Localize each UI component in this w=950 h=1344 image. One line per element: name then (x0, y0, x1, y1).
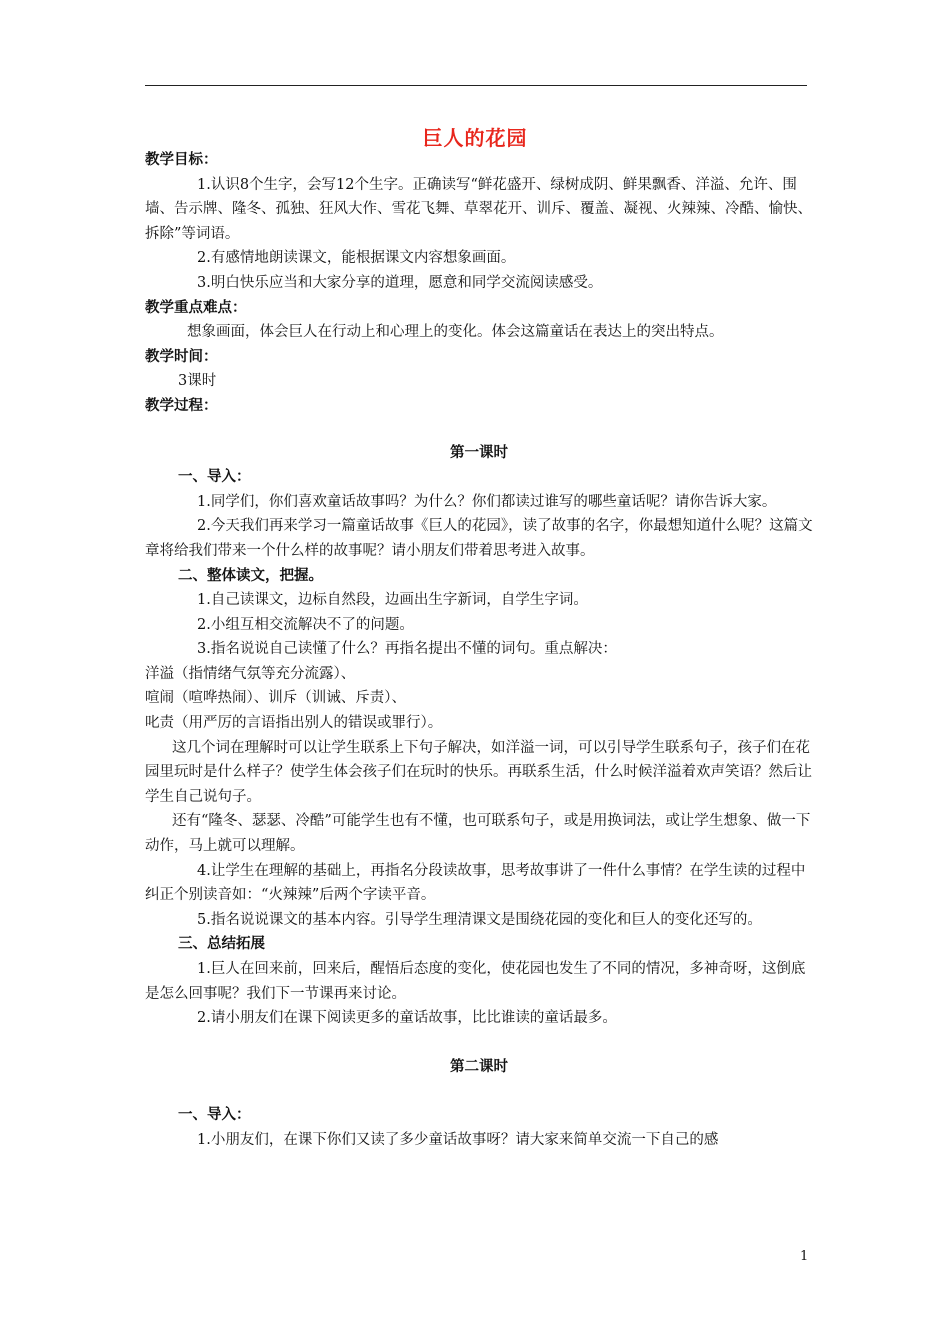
objective-item-3: 3.明白快乐应当和大家分享的道理，愿意和同学交流阅读感受。 (197, 274, 603, 291)
process-heading: 教学过程： (145, 397, 218, 414)
page-title: 巨人的花园 (422, 126, 528, 150)
word-definition: 喧闹（喧哗热闹）、训斥（训诫、斥责）、 (145, 690, 406, 707)
lesson1-summary-item-2: 2.请小朋友们在课下阅读更多的童话故事，比比谁读的童话最多。 (197, 1010, 617, 1027)
lesson2-heading: 第二课时 (450, 1058, 508, 1075)
lesson1-summary-heading: 三、总结拓展 (178, 936, 265, 953)
lesson1-reading-item-3: 3.指名说说自己读懂了什么？再指名提出不懂的词句。重点解决： (197, 641, 617, 658)
lesson1-intro-item-1: 1.同学们，你们喜欢童话故事吗？为什么？你们都读过谁写的哪些童话呢？请你告诉大家。 (197, 493, 777, 510)
lesson1-intro-heading: 一、导入： (178, 469, 251, 486)
lesson1-heading: 第一课时 (450, 444, 508, 461)
lesson1-paragraph-2: 还有“隆冬、瑟瑟、冷酷”可能学生也有不懂，也可联系句子，或是用换词法，或让学生想象、做一下动作，马上就可以理解。 (145, 813, 811, 855)
word-definition: 洋溢（指情绪气氛等充分流露）、 (145, 665, 356, 682)
lesson1-paragraph-1: 这几个词在理解时可以让学生联系上下句子解决，如洋溢一词，可以引导学生联系句子，孩子们在花园里玩时是什么样子？使学生体会孩子们在玩时的快乐。再联系生活，什么时候洋溢着欢声笑语？然后让学生自己说句子。 (145, 739, 812, 805)
lesson1-summary-item-1: 1.巨人在回来前，回来后，醒悟后态度的变化，使花园也发生了不同的情况，多神奇呀，这倒底是怎么回事呢？我们下一节课再来讨论。 (145, 961, 806, 1002)
word-definition: 叱责（用严厉的言语指出别人的错误或罪行）。 (145, 715, 443, 732)
key-points-heading: 教学重点难点： (145, 299, 247, 316)
page-number: 1 (800, 1249, 809, 1264)
lesson1-reading-item-1: 1.自己读课文，边标自然段，边画出生字新词，自学生字词。 (197, 592, 588, 609)
objective-item-2: 2.有感情地朗读课文，能根据课文内容想象画面。 (197, 250, 516, 267)
lesson2-intro-item-1: 1.小朋友们，在课下你们又读了多少童话故事呀？请大家来简单交流一下自己的感 (197, 1131, 719, 1148)
lesson2-intro-heading: 一、导入： (178, 1107, 251, 1124)
lesson1-reading-item-5: 5.指名说说课文的基本内容。引导学生理清课文是围绕花园的变化和巨人的变化还写的。 (197, 911, 762, 928)
header-rule (145, 85, 807, 86)
time-text: 3课时 (178, 373, 217, 390)
key-points-text: 想象画面，体会巨人在行动上和心理上的变化。体会这篇童话在表达上的突出特点。 (187, 324, 724, 341)
lesson1-reading-item-2: 2.小组互相交流解决不了的问题。 (197, 616, 414, 633)
time-heading: 教学时间： (145, 348, 218, 365)
lesson1-reading-item-4: 4.让学生在理解的基础上，再指名分段读故事，思考故事讲了一件什么事情？在学生读的过程中纠正个别读音如：“火辣辣”后两个字读平音。 (145, 862, 806, 904)
lesson1-reading-heading: 二、整体读文，把握。 (178, 567, 323, 584)
document-body (145, 148, 813, 1153)
objectives-heading: 教学目标： (145, 152, 218, 168)
objective-item-1: 1.认识8个生字，会写12个生字。正确读写“鲜花盛开、绿树成阴、鲜果飘香、洋溢、允许、围墙、告示牌、隆冬、孤独、狂风大作、雪花飞舞、草翠花开、训斥、覆盖、凝视、火辣辣、冷酷、愉快、拆除”等词语。 (145, 176, 812, 242)
lesson1-intro-item-2: 2.今天我们再来学习一篇童话故事《巨人的花园》，读了故事的名字，你最想知道什么呢？这篇文章将给我们带来一个什么样的故事呢？请小朋友们带着思考进入故事。 (145, 518, 813, 559)
